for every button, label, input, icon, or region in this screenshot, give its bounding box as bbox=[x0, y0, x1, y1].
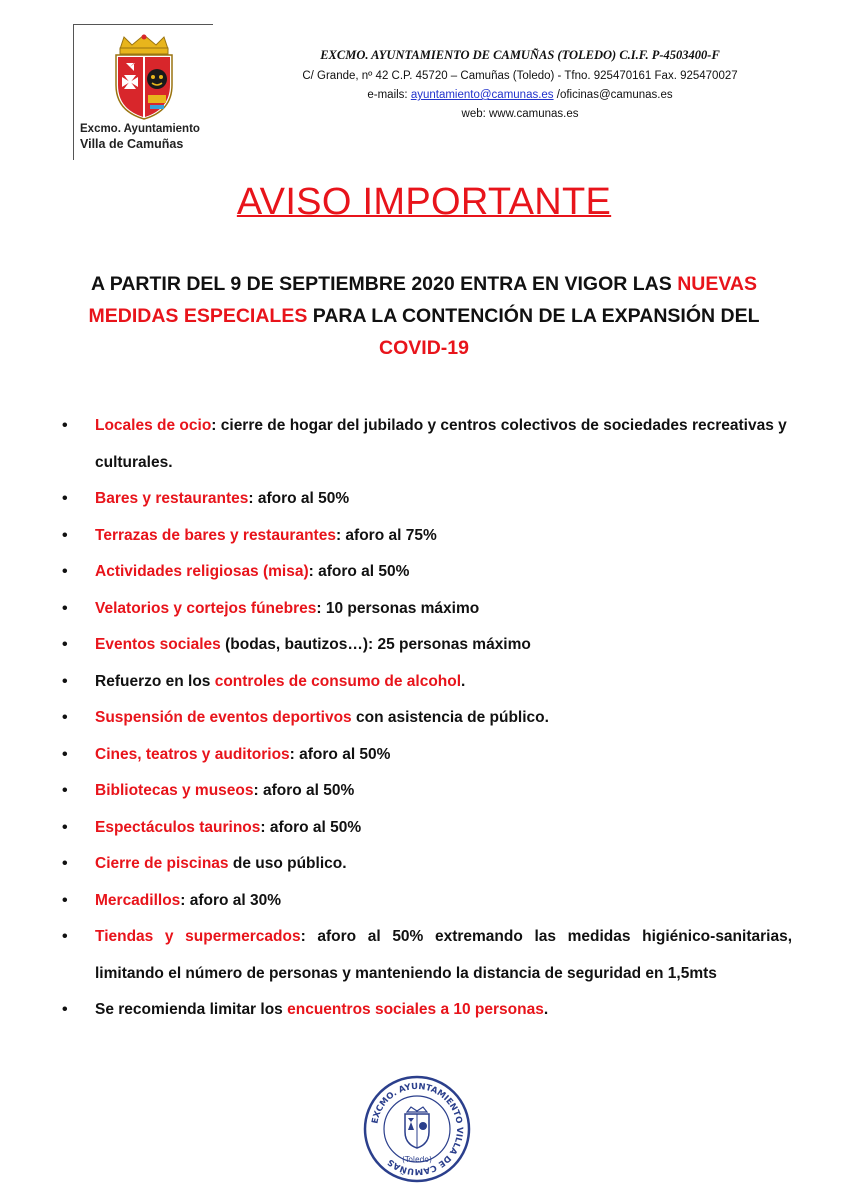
bullet: • bbox=[62, 417, 68, 434]
bullet: • bbox=[62, 636, 68, 653]
item-highlight: Bares y restaurantes bbox=[95, 490, 249, 507]
item-detail: : cierre de hogar del jubilado y centros colectivos de sociedades recreativas y culturales. bbox=[95, 417, 787, 471]
item-detail: (bodas, bautizos…): 25 personas máximo bbox=[220, 636, 531, 653]
item-highlight: Terrazas de bares y restaurantes bbox=[95, 526, 336, 544]
list-item bbox=[62, 846, 792, 883]
subtitle-highlight-covid: COVID-19 bbox=[379, 337, 469, 359]
bullet: • bbox=[62, 818, 68, 836]
list-item bbox=[62, 481, 792, 518]
bullet: • bbox=[62, 782, 68, 799]
list-item bbox=[62, 518, 792, 555]
official-seal-stamp bbox=[362, 1074, 472, 1184]
bullet: • bbox=[62, 563, 68, 580]
item-highlight: controles de consumo de alcohol bbox=[214, 672, 462, 690]
bullet: • bbox=[62, 745, 68, 763]
item-detail: : 10 personas máximo bbox=[316, 599, 480, 617]
item-detail: : aforo al 50% bbox=[308, 563, 410, 580]
measures-list bbox=[62, 408, 792, 1029]
notice-subtitle bbox=[70, 268, 778, 364]
list-item bbox=[62, 664, 792, 701]
address-line: C/ Grande, nº 42 C.P. 45720 – Camuñas (Toledo) - Tfno. 925470161 Fax. 925470027 bbox=[302, 70, 738, 82]
municipal-logo bbox=[73, 24, 213, 160]
item-highlight: Bibliotecas y museos bbox=[95, 782, 254, 799]
item-highlight: Actividades religiosas (misa) bbox=[95, 563, 309, 580]
subtitle-part3: PARA LA CONTENCIÓN DE LA EXPANSIÓN DEL bbox=[307, 305, 760, 327]
list-item bbox=[62, 554, 792, 591]
letterhead bbox=[240, 48, 800, 124]
item-prefix: Refuerzo en los bbox=[95, 672, 215, 690]
item-detail: : aforo al 50% bbox=[289, 745, 391, 763]
subtitle-highlight-measures: NUEVAS MEDIDAS ESPECIALES bbox=[88, 273, 758, 327]
item-highlight: Espectáculos taurinos bbox=[95, 818, 261, 836]
bullet: • bbox=[62, 1001, 68, 1018]
emails-label: e-mails: bbox=[367, 89, 411, 101]
seal-bottom-text: (Toledo) bbox=[402, 1155, 432, 1164]
item-detail: : aforo al 50% extremando las medidas higiénico-sanitarias, limitando el número de personas y manteniendo la distancia de seguridad en 1,5mts bbox=[95, 928, 792, 982]
item-detail: : aforo al 50% bbox=[248, 490, 350, 507]
item-highlight: Tiendas y supermercados bbox=[95, 928, 301, 945]
list-item bbox=[62, 591, 792, 628]
item-detail: : aforo al 30% bbox=[180, 891, 282, 909]
bullet: • bbox=[62, 490, 68, 507]
item-detail: . bbox=[461, 672, 466, 690]
bullet: • bbox=[62, 891, 68, 909]
item-highlight: Suspensión de eventos deportivos bbox=[95, 709, 352, 726]
item-highlight: Eventos sociales bbox=[95, 636, 221, 653]
bullet: • bbox=[62, 855, 68, 872]
item-detail: : aforo al 75% bbox=[335, 526, 437, 544]
item-detail: con asistencia de público. bbox=[351, 709, 549, 726]
item-detail: : aforo al 50% bbox=[253, 782, 355, 799]
seal-ring-text: EXCMO. AYUNTAMIENTO VILLA DE CAMUÑAS bbox=[370, 1081, 465, 1177]
bullet: • bbox=[62, 928, 68, 945]
list-item bbox=[62, 810, 792, 847]
list-item bbox=[62, 773, 792, 810]
logo-caption-line1: Excmo. Ayuntamiento bbox=[80, 123, 200, 135]
item-detail: de uso público. bbox=[228, 855, 347, 872]
subtitle-part1: A PARTIR DEL 9 DE SEPTIEMBRE 2020 ENTRA EN VIGOR LAS bbox=[90, 273, 678, 295]
list-item bbox=[62, 883, 792, 920]
bullet: • bbox=[62, 709, 68, 726]
bullet: • bbox=[62, 672, 68, 690]
emails-line bbox=[240, 86, 800, 105]
item-highlight: Mercadillos bbox=[95, 891, 181, 909]
bullet: • bbox=[62, 599, 68, 617]
item-highlight: Cines, teatros y auditorios bbox=[95, 745, 290, 763]
email-link-ayuntamiento[interactable]: ayuntamiento@camunas.es bbox=[410, 89, 554, 101]
item-prefix: Se recomienda limitar los bbox=[95, 1001, 288, 1018]
item-highlight: Velatorios y cortejos fúnebres bbox=[95, 599, 317, 617]
web-line: web: www.camunas.es bbox=[461, 108, 579, 120]
item-detail: . bbox=[543, 1001, 549, 1018]
list-item bbox=[62, 700, 792, 737]
item-highlight: encuentros sociales a 10 personas bbox=[287, 1001, 544, 1018]
email-oficinas: /oficinas@camunas.es bbox=[553, 89, 673, 101]
organization-name: EXCMO. AYUNTAMIENTO DE CAMUÑAS (TOLEDO) C.I.F. P-4503400-F bbox=[320, 48, 720, 62]
bullet: • bbox=[62, 526, 68, 544]
notice-title: AVISO IMPORTANTE bbox=[236, 181, 612, 223]
list-item bbox=[62, 737, 792, 774]
logo-caption-line2: Villa de Camuñas bbox=[80, 137, 184, 151]
item-highlight: Locales de ocio bbox=[95, 417, 212, 434]
list-item bbox=[62, 919, 792, 992]
item-detail: : aforo al 50% bbox=[260, 818, 362, 836]
list-item bbox=[62, 627, 792, 664]
coat-of-arms-icon bbox=[102, 33, 186, 121]
item-highlight: Cierre de piscinas bbox=[95, 855, 229, 872]
list-item bbox=[62, 992, 792, 1029]
list-item bbox=[62, 408, 792, 481]
